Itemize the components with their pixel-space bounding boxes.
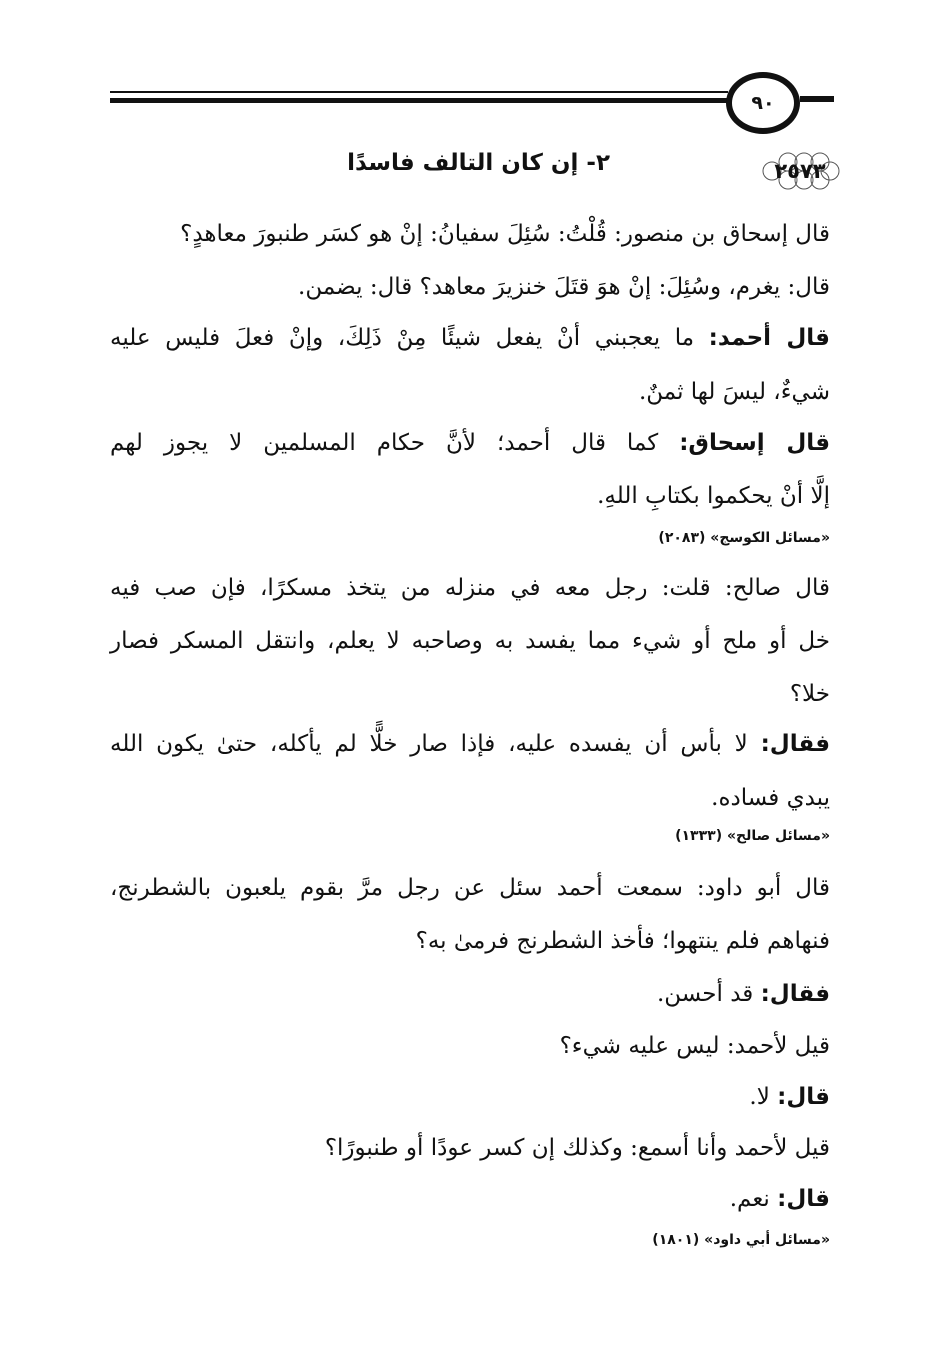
entry-number-ornament xyxy=(760,150,840,192)
text-line: إلَّا أنْ يحكموا بكتابِ اللهِ. xyxy=(597,483,830,509)
text-line: قال أحمد: ما يعجبني أنْ يفعل شيئًا مِنْ ذَلِكَ، وإنْ فعلَ فليس عليه xyxy=(110,325,830,351)
text-line: فقال: لا بأس أن يفسده عليه، فإذا صار خلًّا لم يأكله، حتىٰ يكون الله xyxy=(110,731,830,757)
source-citation: «مسائل أبي داود» (١٨٠١) xyxy=(652,1232,830,1248)
text-line: خل أو ملح أو شيء مما يفسد به وصاحبه لا يعلم، وانتقل المسكر فصار xyxy=(110,628,830,654)
header-rule xyxy=(110,88,728,108)
text-line: يبدي فساده. xyxy=(711,785,830,811)
speaker-label: قال: xyxy=(777,1186,830,1212)
text-line: شيءٌ، ليسَ لها ثمنٌ. xyxy=(638,379,830,405)
speaker-label: قال أحمد: xyxy=(708,325,830,351)
page-number: ٩٠ xyxy=(726,72,800,134)
text-line: قيل لأحمد وأنا أسمع: وكذلك إن كسر عودًا أو طنبورًا؟ xyxy=(324,1135,830,1161)
text-line: قال صالح: قلت: رجل معه في منزله من يتخذ مسكرًا، فإن صب فيه xyxy=(110,575,830,601)
text-line: فقال: قد أحسن. xyxy=(656,981,830,1007)
speaker-label: فقال: xyxy=(760,981,830,1007)
text-line: قيل لأحمد: ليس عليه شيء؟ xyxy=(559,1033,830,1059)
text-line: قال إسحاق: كما قال أحمد؛ لأنَّ حكام المسلمين لا يجوز لهم xyxy=(110,430,831,456)
text-line: فنهاهم فلم ينتهوا؛ فأخذ الشطرنج فرمىٰ به؟ xyxy=(415,928,830,954)
entry-number: ٢٥٧٣ xyxy=(774,159,826,183)
speaker-label: قال: xyxy=(777,1084,830,1110)
text-line: خلا؟ xyxy=(789,681,830,707)
section-title: ٢- إن كان التالف فاسدًا xyxy=(347,150,610,176)
source-citation: «مسائل صالح» (١٣٣٣) xyxy=(675,828,830,844)
text-line: قال إسحاق بن منصور: قُلْتُ: سُئِلَ سفيانُ: إنْ هو كسَر طنبورَ معاهدٍ؟ xyxy=(180,221,830,247)
text-line: قال: يغرم، وسُئِلَ: إنْ هوَ قتَلَ خنزيرَ معاهد؟ قال: يضمن. xyxy=(298,274,830,300)
text-line: قال: نعم. xyxy=(729,1186,830,1212)
source-citation: «مسائل الكوسج» (٢٠٨٣) xyxy=(658,530,830,546)
header-rule-right xyxy=(800,96,834,102)
text-line: قال: لا. xyxy=(749,1084,830,1110)
speaker-label: فقال: xyxy=(760,731,830,757)
text-line: قال أبو داود: سمعت أحمد سئل عن رجل مرَّ بقوم يلعبون بالشطرنج، xyxy=(110,875,830,901)
speaker-label: قال إسحاق: xyxy=(679,430,831,456)
